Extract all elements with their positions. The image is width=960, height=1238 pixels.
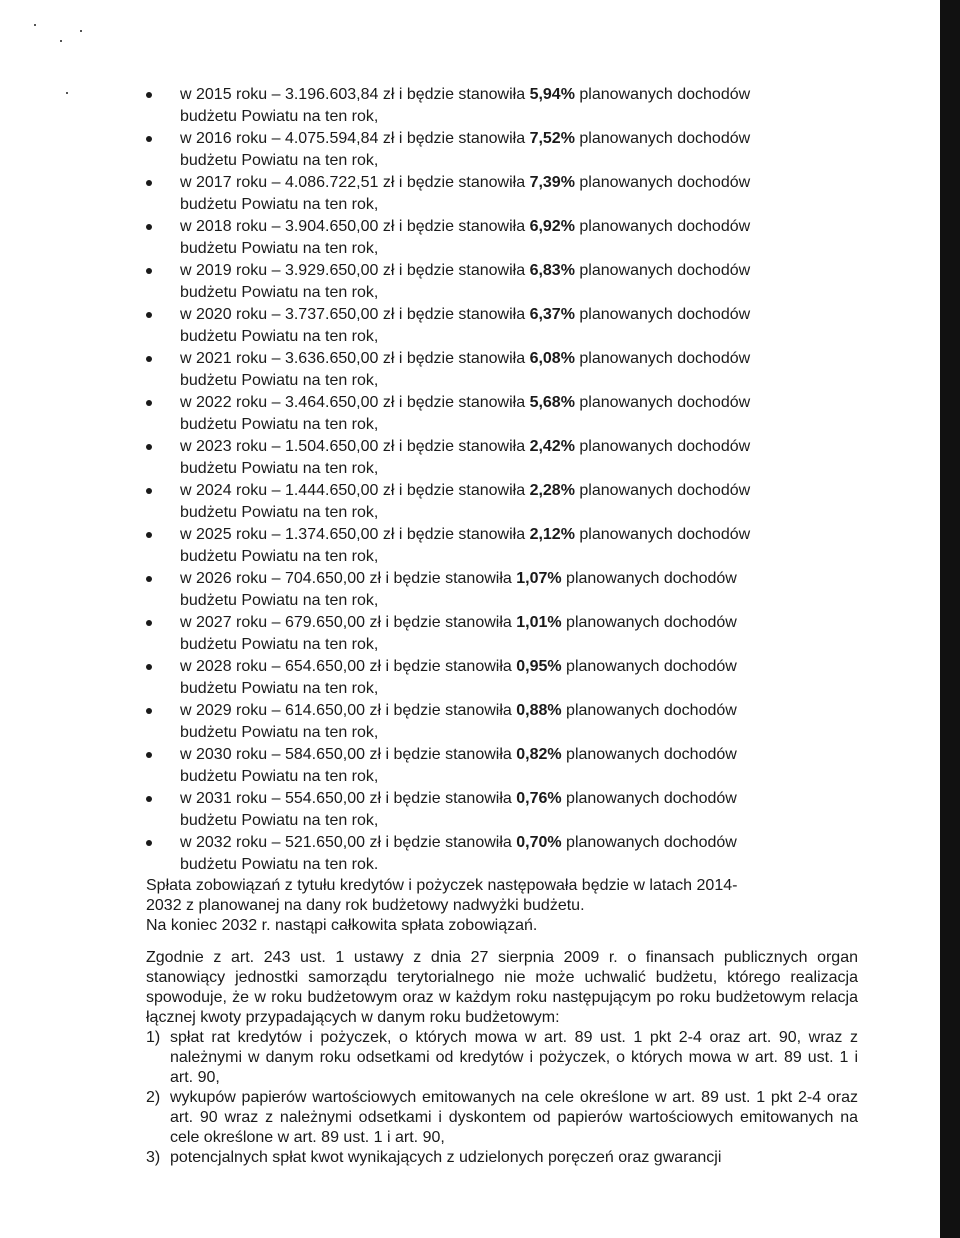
repayment-amount-text: w 2017 roku – 4.086.722,51 zł i będzie stanowiła (180, 174, 530, 191)
bullet-icon (146, 312, 152, 318)
repayment-suffix: planowanych dochodów (574, 438, 751, 455)
summary-line-1: Spłata zobowiązań z tytułu kredytów i pożyczek następowała będzie w latach 2014- (146, 877, 738, 894)
budget-line: budżetu Powiatu na ten rok, (180, 460, 379, 477)
repayment-percent: 0,70% (516, 834, 562, 851)
repayment-percent: 5,94% (529, 86, 575, 103)
repayment-percent: 7,39% (529, 174, 575, 191)
repayment-suffix: planowanych dochodów (561, 614, 737, 631)
year-repayment-item (146, 832, 858, 876)
law-condition-item (146, 1148, 858, 1168)
repayment-suffix: planowanych dochodów (574, 482, 751, 499)
repayment-percent: 0,95% (516, 658, 562, 675)
repayment-suffix: planowanych dochodów (561, 702, 737, 719)
repayment-suffix: planowanych dochodów (574, 350, 751, 367)
year-repayment-item (146, 304, 858, 348)
year-repayment-item (146, 568, 858, 612)
year-repayment-item (146, 128, 858, 172)
repayment-amount-text: w 2025 roku – 1.374.650,00 zł i będzie stanowiła (180, 526, 530, 543)
year-repayment-item (146, 788, 858, 832)
repayment-line (180, 788, 858, 810)
year-repayment-item (146, 84, 858, 128)
repayment-line (180, 172, 858, 194)
repayment-amount-text: w 2028 roku – 654.650,00 zł i będzie stanowiła (180, 658, 517, 675)
scan-speck (60, 40, 62, 42)
repayment-line (180, 348, 858, 370)
budget-line: budżetu Powiatu na ten rok, (180, 108, 379, 125)
repayment-percent: 1,01% (516, 614, 562, 631)
year-repayment-item (146, 480, 858, 524)
item-number: 3) (146, 1149, 161, 1166)
budget-line: budżetu Powiatu na ten rok, (180, 284, 379, 301)
repayment-suffix: planowanych dochodów (574, 526, 751, 543)
budget-line: budżetu Powiatu na ten rok, (180, 416, 379, 433)
year-repayment-item (146, 612, 858, 656)
summary-line-2: 2032 z planowanej na dany rok budżetowy nadwyżki budżetu. (146, 897, 585, 914)
repayment-line (180, 700, 858, 722)
item-number: 2) (146, 1089, 161, 1106)
budget-line: budżetu Powiatu na ten rok, (180, 768, 379, 785)
year-repayment-item (146, 348, 858, 392)
repayment-suffix: planowanych dochodów (561, 570, 737, 587)
scan-edge-bar (940, 0, 960, 1238)
budget-line: budżetu Powiatu na ten rok, (180, 592, 379, 609)
item-text: spłat rat kredytów i pożyczek, o których mowa w art. 89 ust. 1 pkt 2-4 oraz art. 90, wraz z należnymi w danym roku odsetkami od kredytów i pożyczek, o których mowa w art. 89 ust. 1 i art. 90, (170, 1029, 858, 1086)
repayment-suffix: planowanych dochodów (561, 746, 737, 763)
repayment-amount-text: w 2018 roku – 3.904.650,00 zł i będzie stanowiła (180, 218, 530, 235)
repayment-amount-text: w 2022 roku – 3.464.650,00 zł i będzie stanowiła (180, 394, 530, 411)
year-repayment-item (146, 260, 858, 304)
repayment-amount-text: w 2024 roku – 1.444.650,00 zł i będzie stanowiła (180, 482, 530, 499)
bullet-icon (146, 840, 152, 846)
year-repayment-item (146, 700, 858, 744)
bullet-icon (146, 708, 152, 714)
bullet-icon (146, 444, 152, 450)
scan-speck (80, 30, 82, 32)
budget-line: budżetu Powiatu na ten rok, (180, 240, 379, 257)
repayment-amount-text: w 2020 roku – 3.737.650,00 zł i będzie stanowiła (180, 306, 530, 323)
repayment-line (180, 216, 858, 238)
repayment-line (180, 744, 858, 766)
repayment-line (180, 832, 858, 854)
budget-line: budżetu Powiatu na ten rok. (180, 856, 379, 873)
repayment-amount-text: w 2016 roku – 4.075.594,84 zł i będzie stanowiła (180, 130, 530, 147)
budget-line: budżetu Powiatu na ten rok, (180, 636, 379, 653)
repayment-percent: 5,68% (529, 394, 575, 411)
repayment-suffix: planowanych dochodów (574, 394, 751, 411)
repayment-suffix: planowanych dochodów (561, 658, 737, 675)
year-repayment-item (146, 744, 858, 788)
repayment-percent: 1,07% (516, 570, 562, 587)
item-text: wykupów papierów wartościowych emitowanych na cele określone w art. 89 ust. 1 pkt 2-4 oraz art. 90 wraz z należnymi odsetkami i dyskontem od papierów wartościowych emitowanych na cele określone w art. 89 ust. 1 i art. 90, (170, 1089, 858, 1146)
repayment-amount-text: w 2026 roku – 704.650,00 zł i będzie stanowiła (180, 570, 517, 587)
repayment-suffix: planowanych dochodów (561, 790, 737, 807)
law-intro-paragraph: Zgodnie z art. 243 ust. 1 ustawy z dnia 27 sierpnia 2009 r. o finansach publicznych organ stanowiący jednostki samorządu terytorialnego nie może uchwalić budżetu, którego realizacja spowoduje, że w roku budżetowym oraz w każdym roku następującym po roku budżetowym relacja łącznej kwoty przypadających w danym roku budżetowym: (146, 949, 858, 1026)
repayment-percent: 0,82% (516, 746, 562, 763)
repayment-suffix: planowanych dochodów (574, 306, 751, 323)
repayment-percent: 0,76% (516, 790, 562, 807)
repayment-amount-text: w 2032 roku – 521.650,00 zł i będzie stanowiła (180, 834, 517, 851)
repayment-line (180, 128, 858, 150)
repayment-line (180, 612, 858, 634)
repayment-line (180, 392, 858, 414)
bullet-icon (146, 752, 152, 758)
bullet-icon (146, 620, 152, 626)
scan-speck (66, 92, 68, 94)
budget-line: budżetu Powiatu na ten rok, (180, 812, 379, 829)
budget-line: budżetu Powiatu na ten rok, (180, 680, 379, 697)
budget-line: budżetu Powiatu na ten rok, (180, 196, 379, 213)
year-repayment-item (146, 216, 858, 260)
repayment-line (180, 524, 858, 546)
year-repayment-item (146, 656, 858, 700)
budget-line: budżetu Powiatu na ten rok, (180, 548, 379, 565)
repayment-percent: 6,92% (529, 218, 575, 235)
repayment-suffix: planowanych dochodów (574, 130, 751, 147)
repayment-amount-text: w 2027 roku – 679.650,00 zł i będzie stanowiła (180, 614, 517, 631)
repayment-amount-text: w 2021 roku – 3.636.650,00 zł i będzie stanowiła (180, 350, 530, 367)
repayment-suffix: planowanych dochodów (561, 834, 737, 851)
budget-line: budżetu Powiatu na ten rok, (180, 372, 379, 389)
law-conditions-list (146, 1028, 858, 1168)
repayment-amount-text: w 2030 roku – 584.650,00 zł i będzie stanowiła (180, 746, 517, 763)
repayment-suffix: planowanych dochodów (574, 218, 751, 235)
bullet-icon (146, 532, 152, 538)
bullet-icon (146, 400, 152, 406)
repayment-line (180, 436, 858, 458)
repayment-schedule-list (146, 84, 858, 876)
repayment-amount-text: w 2019 roku – 3.929.650,00 zł i będzie stanowiła (180, 262, 530, 279)
bullet-icon (146, 796, 152, 802)
repayment-amount-text: w 2023 roku – 1.504.650,00 zł i będzie stanowiła (180, 438, 530, 455)
repayment-line (180, 480, 858, 502)
bullet-icon (146, 224, 152, 230)
year-repayment-item (146, 392, 858, 436)
bullet-icon (146, 664, 152, 670)
repayment-percent: 2,12% (529, 526, 575, 543)
repayment-percent: 0,88% (516, 702, 562, 719)
repayment-line (180, 656, 858, 678)
repayment-percent: 6,83% (529, 262, 575, 279)
budget-line: budżetu Powiatu na ten rok, (180, 152, 379, 169)
scan-speck (34, 24, 36, 26)
bullet-icon (146, 180, 152, 186)
repayment-suffix: planowanych dochodów (574, 262, 751, 279)
bullet-icon (146, 488, 152, 494)
law-condition-item (146, 1088, 858, 1148)
law-condition-item (146, 1028, 858, 1088)
document-page (146, 84, 858, 1168)
item-text: potencjalnych spłat kwot wynikających z udzielonych poręczeń oraz gwarancji (170, 1149, 722, 1166)
repayment-amount-text: w 2015 roku – 3.196.603,84 zł i będzie stanowiła (180, 86, 530, 103)
bullet-icon (146, 268, 152, 274)
repayment-line (180, 568, 858, 590)
repayment-percent: 2,42% (529, 438, 575, 455)
repayment-amount-text: w 2029 roku – 614.650,00 zł i będzie stanowiła (180, 702, 517, 719)
repayment-line (180, 84, 858, 106)
repayment-percent: 7,52% (529, 130, 575, 147)
budget-line: budżetu Powiatu na ten rok, (180, 504, 379, 521)
year-repayment-item (146, 172, 858, 216)
repayment-percent: 6,37% (529, 306, 575, 323)
summary-line-3: Na koniec 2032 r. nastąpi całkowita spłata zobowiązań. (146, 917, 538, 934)
bullet-icon (146, 136, 152, 142)
repayment-suffix: planowanych dochodów (574, 174, 751, 191)
bullet-icon (146, 576, 152, 582)
budget-line: budżetu Powiatu na ten rok, (180, 328, 379, 345)
year-repayment-item (146, 524, 858, 568)
repayment-percent: 6,08% (529, 350, 575, 367)
repayment-suffix: planowanych dochodów (574, 86, 751, 103)
budget-line: budżetu Powiatu na ten rok, (180, 724, 379, 741)
item-number: 1) (146, 1029, 161, 1046)
repayment-line (180, 260, 858, 282)
bullet-icon (146, 356, 152, 362)
repayment-percent: 2,28% (529, 482, 575, 499)
repayment-line (180, 304, 858, 326)
repayment-amount-text: w 2031 roku – 554.650,00 zł i będzie stanowiła (180, 790, 517, 807)
year-repayment-item (146, 436, 858, 480)
bullet-icon (146, 92, 152, 98)
